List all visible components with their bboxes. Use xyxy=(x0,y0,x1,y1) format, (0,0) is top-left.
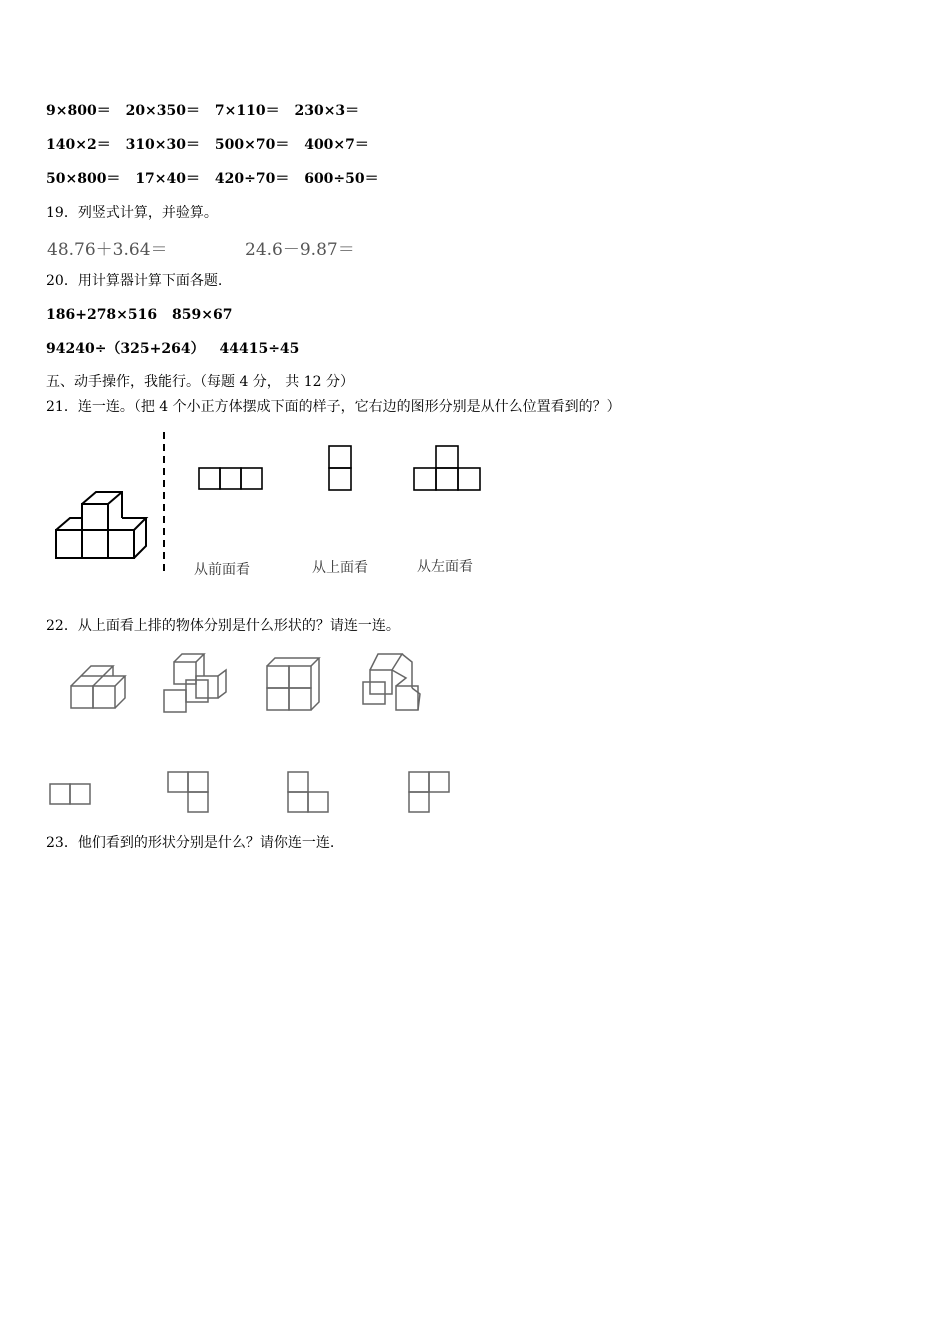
q21-figure xyxy=(46,428,506,588)
shape-two-squares xyxy=(50,784,90,804)
oral-calc-row-3 xyxy=(46,169,389,189)
q23-title: 23．他们看到的形状分别是什么？请你连一连. xyxy=(46,835,335,851)
q19-expression-2: 24.6－9.87＝ xyxy=(245,240,355,260)
shape-l-bottom-right xyxy=(288,772,328,812)
calc-item: 17×40＝ xyxy=(135,171,201,187)
calc-item: 9×800＝ xyxy=(46,103,111,119)
calc-item: 50×800＝ xyxy=(46,171,121,187)
cube-stack-drawing xyxy=(56,492,146,558)
calc-item: 420÷70＝ xyxy=(214,171,290,187)
object-4-cubes xyxy=(363,654,420,710)
view-two-stacked xyxy=(329,446,351,490)
caption-top-view: 从上面看 xyxy=(312,560,368,576)
q22-title: 22．从上面看上排的物体分别是什么形状的？请连一连。 xyxy=(46,618,400,634)
caption-left-view: 从左面看 xyxy=(417,559,473,575)
object-3-cubes xyxy=(267,658,319,710)
calc-item: 230×3＝ xyxy=(294,103,360,119)
q21-title: 21．连一连。（把 4 个小正方体摆成下面的样子，它右边的图形分别是从什么位置看到的？） xyxy=(46,399,621,415)
shape-l-top-right xyxy=(168,772,208,812)
q22-figure xyxy=(46,648,466,818)
calc-item: 400×7＝ xyxy=(304,137,369,153)
calc-item: 7×110＝ xyxy=(214,103,280,119)
calc-item: 44415÷45 xyxy=(219,341,300,357)
q20-title: 20．用计算器计算下面各题. xyxy=(46,273,223,289)
calc-item: 500×70＝ xyxy=(214,137,290,153)
calc-item: 310×30＝ xyxy=(125,137,201,153)
calc-item: 186+278×516 xyxy=(46,307,158,323)
calc-item: 140×2＝ xyxy=(46,137,111,153)
object-1-cubes xyxy=(71,666,125,708)
q19-expression-1: 48.76＋3.64＝ xyxy=(47,240,168,260)
calc-item: 600÷50＝ xyxy=(304,171,379,187)
calc-item: 859×67 xyxy=(172,307,233,323)
oral-calc-row-2 xyxy=(46,135,379,155)
shape-l-top-left xyxy=(409,772,449,812)
oral-calc-row-1 xyxy=(46,101,369,121)
view-t-shape xyxy=(414,446,480,490)
view-three-in-row xyxy=(199,468,262,489)
calc-item: 20×350＝ xyxy=(125,103,201,119)
section-5-title: 五、动手操作，我能行。（每题 4 分， 共 12 分） xyxy=(46,374,354,390)
caption-front-view: 从前面看 xyxy=(194,562,250,578)
q19-title: 19．列竖式计算，并验算。 xyxy=(46,205,218,221)
calc-item: 94240÷（325+264） xyxy=(46,341,205,357)
q20-row-2 xyxy=(46,339,309,359)
object-2-cubes xyxy=(164,654,226,712)
q20-row-1 xyxy=(46,305,242,325)
